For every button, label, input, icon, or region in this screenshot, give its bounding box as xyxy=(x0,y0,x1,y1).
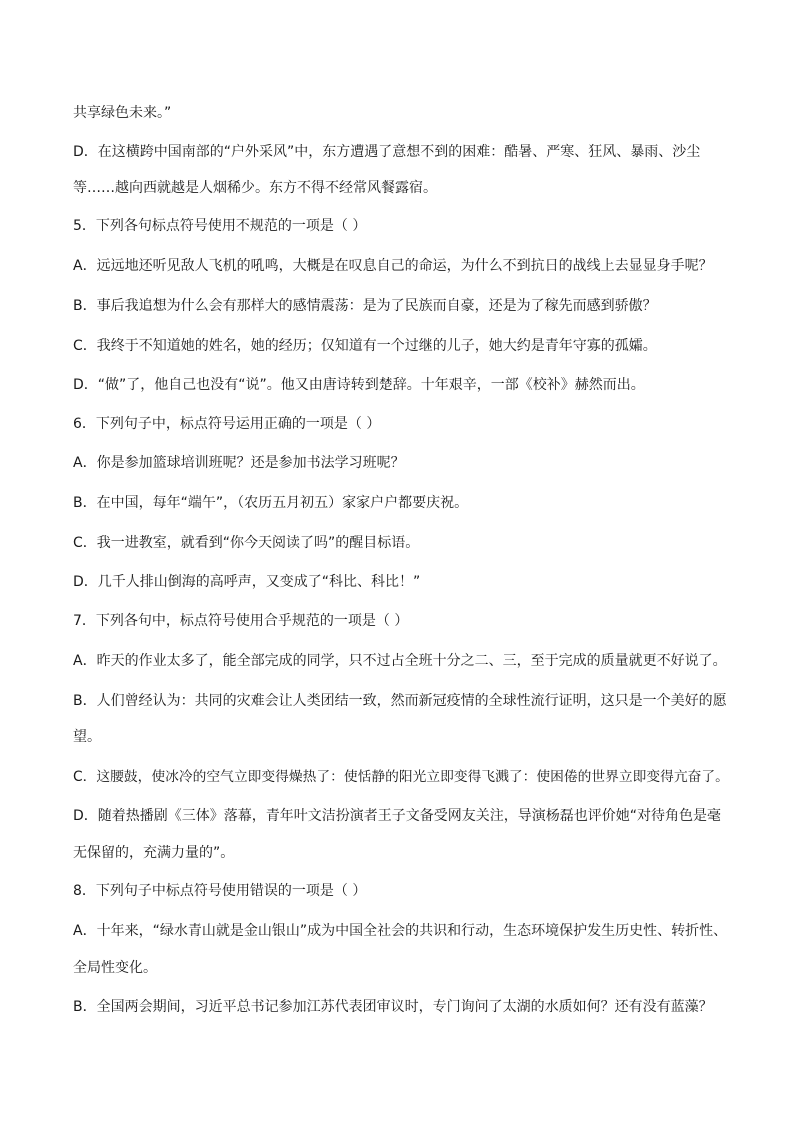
text-line: 共享绿色未来。” xyxy=(73,105,172,121)
option-line: A．昨天的作业太多了，能全部完成的同学，只不过占全班十分之二、三，至于完成的质量就更不好说了。 xyxy=(73,653,727,669)
option-line: A．你是参加篮球培训班呢？还是参加书法学习班呢？ xyxy=(73,455,405,471)
text-line: 望。 xyxy=(73,729,101,745)
question-5: 5．下列各句标点符号使用不规范的一项是（ ） xyxy=(73,218,367,234)
option-line: C．这腰鼓，使冰冷的空气立即变得燥热了：使恬静的阳光立即变得飞溅了：使困倦的世界立即变得亢奋了。 xyxy=(73,769,729,785)
option-line: B．事后我追想为什么会有那样大的感情震荡：是为了民族而自豪，还是为了稼先而感到骄傲？ xyxy=(73,298,657,314)
option-line: D．随着热播剧《三体》落幕，青年叶文洁扮演者王子文备受网友关注，导演杨磊也评价她“对待角色是毫 xyxy=(73,808,722,824)
question-6: 6．下列句子中，标点符号运用正确的一项是（ ） xyxy=(73,416,381,432)
option-line: D．几千人排山倒海的高呼声，又变成了“科比、科比！” xyxy=(73,574,421,590)
option-line: D．“做”了，他自己也没有“说”。他又由唐诗转到楚辞。十年艰辛，一部《校补》赫然而出。 xyxy=(73,377,645,393)
option-line: B．全国两会期间，习近平总书记参加江苏代表团审议时，专门询问了太湖的水质如何？还有没有蓝藻？ xyxy=(73,999,713,1015)
option-line: B．在中国，每年“端午”，（农历五月初五）家家户户都要庆祝。 xyxy=(73,495,469,511)
option-line: C．我终于不知道她的姓名，她的经历；仅知道有一个过继的儿子，她大约是青年守寡的孤孀。 xyxy=(73,338,657,354)
option-line: B．人们曾经认为：共同的灾难会让人类团结一致，然而新冠疫情的全球性流行证明，这只是一个美好的愿 xyxy=(73,693,727,709)
question-7: 7．下列各句中，标点符号使用合乎规范的一项是（ ） xyxy=(73,613,409,629)
option-line: A．十年来，“绿水青山就是金山银山”成为中国全社会的共识和行动，生态环境保护发生历史性、转折性、 xyxy=(73,923,728,939)
question-8: 8．下列句子中标点符号使用错误的一项是（ ） xyxy=(73,883,367,899)
text-line: 等……越向西就越是人烟稀少。东方不得不经常风餐露宿。 xyxy=(73,180,437,196)
text-line: 无保留的，充满力量的”。 xyxy=(73,845,235,861)
option-line: C．我一进教室，就看到“你今天阅读了吗”的醒目标语。 xyxy=(73,535,420,551)
text-line: D．在这横跨中国南部的“户外采风”中，东方遭遇了意想不到的困难：酷暑、严寒、狂风、暴雨、沙尘 xyxy=(73,144,701,160)
option-line: A．远远地还听见敌人飞机的吼鸣，大概是在叹息自己的命运，为什么不到抗日的战线上去显显身手呢？ xyxy=(73,258,713,274)
text-line: 全局性变化。 xyxy=(73,960,157,976)
